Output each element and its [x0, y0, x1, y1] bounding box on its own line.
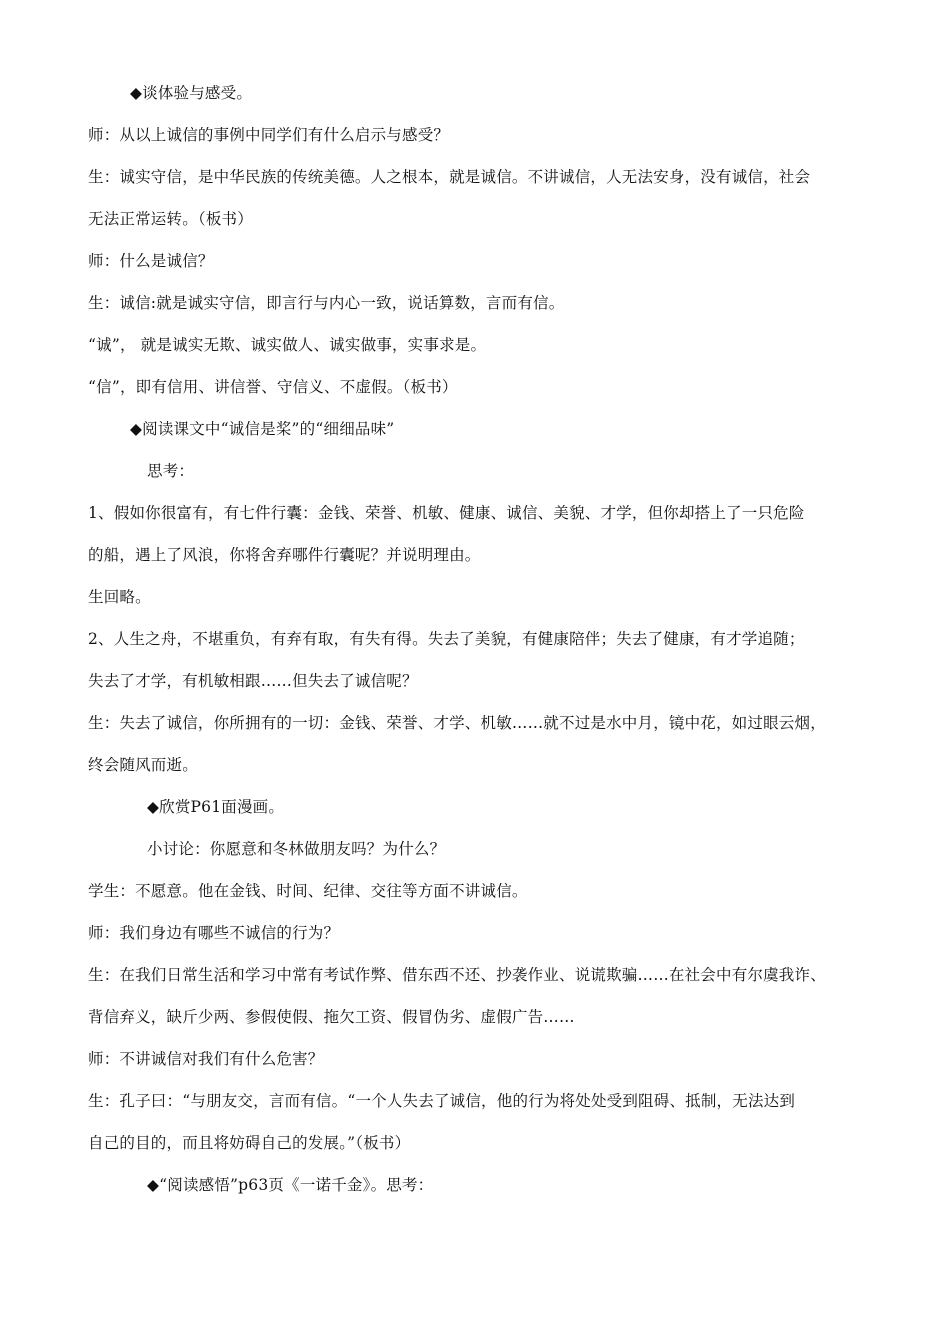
- think-label: 思考：: [147, 462, 195, 480]
- small-discussion: 小讨论：你愿意和冬林做朋友吗？为什么？: [147, 840, 446, 858]
- student-line: 生：诚实守信，是中华民族的传统美德。人之根本，就是诚信。不讲诚信，人无法安身，没有诚信，社会: [88, 168, 811, 186]
- student-line-cont: 背信弃义，缺斤少两、参假使假、拖欠工资、假冒伪劣、虚假广告……: [88, 1008, 575, 1026]
- question-1: 1、假如你很富有，有七件行囊：金钱、荣誉、机敏、健康、诚信、美貌、才学，但你却搭上了一只危险: [88, 504, 805, 522]
- student-line: 生：诚信:就是诚实守信，即言行与内心一致，说话算数，言而有信。: [88, 294, 565, 312]
- bullet-heading-experience: ◆谈体验与感受。: [130, 84, 253, 102]
- definition-xin: “信”，即有信用、讲信誉、守信义、不虚假。（板书）: [88, 378, 458, 396]
- student-line: 生：失去了诚信，你所拥有的一切：金钱、荣誉、才学、机敏……就不过是水中月，镜中花，如过眼云烟，: [88, 714, 826, 732]
- question-2: 2、人生之舟，不堪重负，有弃有取，有失有得。失去了美貌，有健康陪伴；失去了健康，有才学追随；: [88, 630, 805, 648]
- teacher-line: 师：不讲诚信对我们有什么危害？: [88, 1050, 324, 1068]
- student-line-cont: 无法正常运转。（板书）: [88, 210, 253, 228]
- question-1-cont: 的船，遇上了风浪，你将舍弃哪件行囊呢？并说明理由。: [88, 546, 481, 564]
- student-line-cont: 自己的目的，而且将妨碍自己的发展。”（板书）: [88, 1134, 411, 1152]
- student-line-cont: 终会随风而逝。: [88, 756, 198, 774]
- question-2-cont: 失去了才学，有机敏相跟……但失去了诚信呢？: [88, 672, 418, 690]
- student-line: 生：孔子曰：“与朋友交，言而有信。“一个人失去了诚信，他的行为将处处受到阻碍、抵制，无法达到: [88, 1092, 796, 1110]
- student-answer-omitted: 生回略。: [88, 588, 151, 606]
- teacher-line: 师：我们身边有哪些不诚信的行为？: [88, 924, 340, 942]
- bullet-heading-reading-reflection: ◆“阅读感悟”p63页《一诺千金》。思考：: [147, 1176, 434, 1194]
- bullet-heading-cartoon: ◆欣赏P61面漫画。: [147, 798, 285, 816]
- teacher-line: 师：什么是诚信？: [88, 252, 214, 270]
- bullet-heading-reading: ◆阅读课文中“诚信是桨”的“细细品味”: [130, 420, 395, 438]
- student-line: 生：在我们日常生活和学习中常有考试作弊、借东西不还、抄袭作业、说谎欺骗……在社会中有尔虞我诈、: [88, 966, 826, 984]
- definition-cheng: “诚”， 就是诚实无欺、诚实做人、诚实做事，实事求是。: [88, 336, 487, 354]
- student-line: 学生：不愿意。他在金钱、时间、纪律、交往等方面不讲诚信。: [88, 882, 528, 900]
- teacher-line: 师：从以上诚信的事例中同学们有什么启示与感受？: [88, 126, 450, 144]
